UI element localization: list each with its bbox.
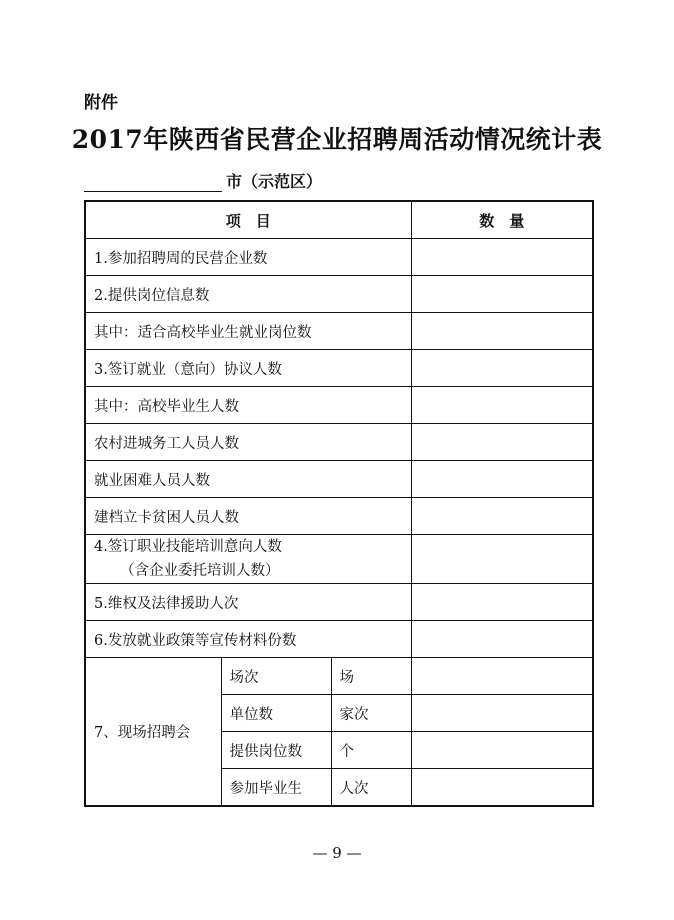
table-row bbox=[85, 621, 593, 658]
quantity-cell[interactable] bbox=[411, 658, 593, 695]
quantity-cell[interactable] bbox=[411, 424, 593, 461]
attachment-label: 附件 bbox=[84, 93, 118, 113]
quantity-cell[interactable] bbox=[411, 535, 593, 584]
row-label: 6.发放就业政策等宣传材料份数 bbox=[85, 621, 411, 658]
city-suffix-label: 市（示范区） bbox=[226, 172, 323, 191]
row-label-subline: （含企业委托培训人数） bbox=[120, 563, 280, 579]
quantity-cell[interactable] bbox=[411, 769, 593, 807]
job-fair-label: 7、现场招聘会 bbox=[85, 658, 221, 807]
table-row bbox=[85, 239, 593, 276]
table-row bbox=[85, 313, 593, 350]
quantity-cell[interactable] bbox=[411, 498, 593, 535]
job-fair-item-name: 场次 bbox=[221, 658, 331, 695]
job-fair-item-name: 参加毕业生 bbox=[221, 769, 331, 807]
table-row bbox=[85, 498, 593, 535]
quantity-cell[interactable] bbox=[411, 313, 593, 350]
quantity-cell[interactable] bbox=[411, 621, 593, 658]
row-label: 1.参加招聘周的民营企业数 bbox=[85, 239, 411, 276]
row-label: 农村进城务工人员人数 bbox=[85, 424, 411, 461]
header-quantity: 数 量 bbox=[411, 201, 593, 239]
table-row bbox=[85, 276, 593, 313]
document-title: 2017年陕西省民营企业招聘周活动情况统计表 bbox=[71, 125, 603, 154]
quantity-cell[interactable] bbox=[411, 239, 593, 276]
quantity-cell[interactable] bbox=[411, 276, 593, 313]
job-fair-item-unit: 家次 bbox=[331, 695, 411, 732]
table-header-row bbox=[85, 201, 593, 239]
row-label-line: 4.签订职业技能培训意向人数 bbox=[94, 539, 282, 555]
row-label: 其中：适合高校毕业生就业岗位数 bbox=[85, 313, 411, 350]
quantity-cell[interactable] bbox=[411, 732, 593, 769]
row-label: 3.签订就业（意向）协议人数 bbox=[85, 350, 411, 387]
table-row bbox=[85, 424, 593, 461]
job-fair-item-unit: 个 bbox=[331, 732, 411, 769]
row-label: 就业困难人员人数 bbox=[85, 461, 411, 498]
row-label: 2.提供岗位信息数 bbox=[85, 276, 411, 313]
row-label: 建档立卡贫困人员人数 bbox=[85, 498, 411, 535]
row-label bbox=[85, 535, 411, 584]
table-row bbox=[85, 535, 593, 584]
page-number: — 9 — bbox=[312, 844, 362, 862]
quantity-cell[interactable] bbox=[411, 695, 593, 732]
job-fair-item-name: 单位数 bbox=[221, 695, 331, 732]
table-row bbox=[85, 387, 593, 424]
job-fair-item-unit: 场 bbox=[331, 658, 411, 695]
quantity-cell[interactable] bbox=[411, 350, 593, 387]
statistics-table bbox=[84, 200, 594, 807]
job-fair-item-unit: 人次 bbox=[331, 769, 411, 807]
table-row bbox=[85, 584, 593, 621]
quantity-cell[interactable] bbox=[411, 584, 593, 621]
table-row bbox=[85, 658, 593, 695]
quantity-cell[interactable] bbox=[411, 461, 593, 498]
row-label: 其中：高校毕业生人数 bbox=[85, 387, 411, 424]
header-item: 项 目 bbox=[85, 201, 411, 239]
city-blank-field[interactable] bbox=[84, 173, 222, 192]
table-row bbox=[85, 461, 593, 498]
quantity-cell[interactable] bbox=[411, 387, 593, 424]
job-fair-item-name: 提供岗位数 bbox=[221, 732, 331, 769]
table-row bbox=[85, 350, 593, 387]
row-label: 5.维权及法律援助人次 bbox=[85, 584, 411, 621]
city-line bbox=[84, 170, 322, 192]
